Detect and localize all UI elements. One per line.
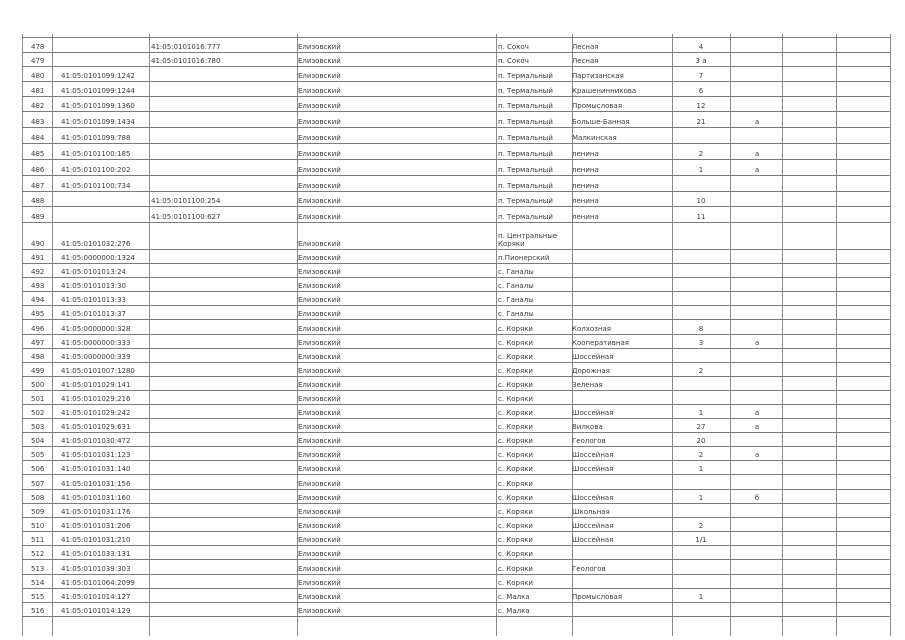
locality-cell: с. Коряки — [498, 381, 533, 389]
house-cell: 1/1 — [695, 536, 707, 544]
house-cell: 7 — [698, 72, 704, 80]
locality-cell: п. Термальный — [498, 134, 553, 142]
district-cell: Елизовский — [298, 381, 341, 389]
street-cell: Крашенинникова — [572, 87, 637, 95]
district-cell: Елизовский — [298, 395, 341, 403]
row-number: 486 — [31, 166, 45, 174]
row-number: 503 — [31, 423, 45, 431]
street-cell: Малкинская — [572, 134, 617, 142]
locality-cell: п. Центральные Коряки — [498, 232, 558, 248]
locality-cell: п. Термальный — [498, 102, 553, 110]
table-row — [22, 418, 890, 433]
table-row — [22, 81, 890, 97]
street-cell: Лесная — [572, 57, 599, 65]
street-cell: Шоссейная — [572, 522, 614, 530]
district-cell: Елизовский — [298, 536, 341, 544]
house-cell: 2 — [698, 367, 704, 375]
row-number: 489 — [31, 213, 45, 221]
cadastral-number: 41:05:0101007:1280 — [61, 367, 135, 375]
table-row — [22, 191, 890, 207]
cadastral-number: 41:05:0101032:276 — [61, 240, 131, 248]
locality-cell: с. Ганалы — [498, 296, 534, 304]
street-cell: Геологов — [572, 437, 606, 445]
table-row — [22, 376, 890, 391]
street-cell: ленина — [572, 166, 599, 174]
table-row — [22, 127, 890, 144]
district-cell: Елизовский — [298, 197, 341, 205]
row-number: 511 — [31, 536, 45, 544]
locality-cell: с. Коряки — [498, 565, 533, 573]
table-row — [22, 348, 890, 363]
cadastral-number: 41:05:0101029:242 — [61, 409, 131, 417]
district-cell: Елизовский — [298, 423, 341, 431]
street-cell: Геологов — [572, 565, 606, 573]
cadastral-number: 41:05:0101031:140 — [61, 465, 131, 473]
street-cell: Колхозная — [572, 325, 611, 333]
table-row — [22, 66, 890, 82]
row-number: 491 — [31, 254, 45, 262]
district-cell: Елизовский — [298, 268, 341, 276]
locality-cell: с. Коряки — [498, 579, 533, 587]
letter-cell: а — [754, 451, 760, 459]
district-cell: Елизовский — [298, 72, 341, 80]
cadastral-number: 41:05:0101013:24 — [61, 268, 126, 276]
table-row — [22, 432, 890, 447]
district-cell: Елизовский — [298, 254, 341, 262]
row-number: 515 — [31, 593, 45, 601]
locality-cell: с. Коряки — [498, 367, 533, 375]
cadastral-number: 41:05:0101014:127 — [61, 593, 131, 601]
row-number: 508 — [31, 494, 45, 502]
locality-cell: п. Термальный — [498, 118, 553, 126]
row-number: 493 — [31, 282, 45, 290]
table-row — [22, 159, 890, 176]
row-number: 516 — [31, 607, 45, 615]
house-cell: 10 — [696, 197, 706, 205]
table-row — [22, 263, 890, 278]
cadastral-number: 41:05:0000000:339 — [61, 353, 131, 361]
row-number: 487 — [31, 182, 45, 190]
table-row — [22, 531, 890, 546]
cadastral-number: 41:05:0101099:1242 — [61, 72, 135, 80]
locality-cell: п. Термальный — [498, 197, 553, 205]
street-cell: Промысловая — [572, 102, 623, 110]
street-cell: Больше-Банная — [572, 118, 630, 126]
table-row — [22, 206, 890, 223]
cadastral-number: 41:05:0101029:216 — [61, 395, 131, 403]
locality-cell: с. Коряки — [498, 465, 533, 473]
district-cell: Елизовский — [298, 522, 341, 530]
cadastral-number: 41:05:0101100:185 — [61, 150, 131, 158]
locality-cell: п. Термальный — [498, 87, 553, 95]
table-row — [22, 390, 890, 405]
district-cell: Елизовский — [298, 465, 341, 473]
street-cell: Школьная — [572, 508, 610, 516]
locality-cell: с. Коряки — [498, 550, 533, 558]
district-cell: Елизовский — [298, 353, 341, 361]
cadastral-number: 41:05:0101099:1244 — [61, 87, 135, 95]
letter-cell: а — [754, 118, 760, 126]
row-number: 490 — [31, 240, 45, 248]
letter-cell: а — [754, 166, 760, 174]
row-number: 483 — [31, 118, 45, 126]
row-number: 481 — [31, 87, 45, 95]
district-cell: Елизовский — [298, 240, 341, 248]
letter-cell: а — [754, 150, 760, 158]
district-cell: Елизовский — [298, 150, 341, 158]
table-row — [22, 249, 890, 264]
street-cell: Вилкова — [572, 423, 603, 431]
table-row — [22, 291, 890, 306]
cadastral-number: 41:05:0101099:1434 — [61, 118, 135, 126]
district-cell: Елизовский — [298, 451, 341, 459]
district-cell: Елизовский — [298, 325, 341, 333]
district-cell: Елизовский — [298, 367, 341, 375]
district-cell: Елизовский — [298, 296, 341, 304]
house-cell: 12 — [696, 102, 706, 110]
row-number: 496 — [31, 325, 45, 333]
street-cell: Шоссейная — [572, 536, 614, 544]
row-number: 494 — [31, 296, 45, 304]
cadastral-number: 41:05:0101014:129 — [61, 607, 131, 615]
locality-cell: с. Коряки — [498, 536, 533, 544]
table-row — [22, 489, 890, 504]
district-cell: Елизовский — [298, 565, 341, 573]
locality-cell: с. Коряки — [498, 409, 533, 417]
row-number: 479 — [31, 57, 45, 65]
locality-cell: с. Малка — [498, 607, 530, 615]
cadastral-number-alt: 41:05:0101100:254 — [151, 197, 221, 205]
street-cell: ленина — [572, 182, 599, 190]
locality-cell: п. Термальный — [498, 182, 553, 190]
cadastral-number: 41:05:0101013:37 — [61, 310, 126, 318]
row-number: 499 — [31, 367, 45, 375]
table-row — [22, 588, 890, 603]
cadastral-number: 41:05:0101031:210 — [61, 536, 131, 544]
cadastral-number: 41:05:0101031:156 — [61, 480, 131, 488]
row-number: 500 — [31, 381, 45, 389]
locality-cell: с. Коряки — [498, 395, 533, 403]
row-number: 505 — [31, 451, 45, 459]
cadastral-number: 41:05:0101100:734 — [61, 182, 131, 190]
row-number: 506 — [31, 465, 45, 473]
street-cell: Шоссейная — [572, 494, 614, 502]
cadastral-number: 41:05:0101099:788 — [61, 134, 131, 142]
street-cell: Партизанская — [572, 72, 624, 80]
cadastral-number: 41:05:0101064:2099 — [61, 579, 135, 587]
street-cell: Шоссейная — [572, 451, 614, 459]
house-cell: 6 — [698, 87, 704, 95]
district-cell: Елизовский — [298, 213, 341, 221]
table-row — [22, 446, 890, 461]
table-row — [22, 362, 890, 377]
row-number: 510 — [31, 522, 45, 530]
row-number: 478 — [31, 43, 45, 51]
cadastral-number: 41:05:0101033:131 — [61, 550, 131, 558]
house-cell: 2 — [698, 150, 704, 158]
street-cell: ленина — [572, 197, 599, 205]
row-number: 502 — [31, 409, 45, 417]
locality-cell: п. Термальный — [498, 166, 553, 174]
row-number: 480 — [31, 72, 45, 80]
table-row — [22, 111, 890, 128]
row-number: 497 — [31, 339, 45, 347]
locality-cell: с. Ганалы — [498, 282, 534, 290]
letter-cell: а — [754, 409, 760, 417]
district-cell: Елизовский — [298, 607, 341, 615]
district-cell: Елизовский — [298, 310, 341, 318]
district-cell: Елизовский — [298, 437, 341, 445]
row-number: 488 — [31, 197, 45, 205]
locality-cell: с. Ганалы — [498, 310, 534, 318]
locality-cell: п. Термальный — [498, 213, 553, 221]
district-cell: Елизовский — [298, 134, 341, 142]
cadastral-number: 41:05:0000000:328 — [61, 325, 131, 333]
table-row — [22, 334, 890, 349]
district-cell: Елизовский — [298, 480, 341, 488]
house-cell: 20 — [696, 437, 706, 445]
house-cell: 1 — [698, 166, 704, 174]
locality-cell: с. Коряки — [498, 353, 533, 361]
column-divider — [890, 34, 891, 636]
house-cell: 2 — [698, 522, 704, 530]
row-number: 498 — [31, 353, 45, 361]
street-cell: Шоссейная — [572, 409, 614, 417]
cadastral-number-alt: 41:05:0101016:777 — [151, 43, 221, 51]
district-cell: Елизовский — [298, 593, 341, 601]
street-cell: ленина — [572, 150, 599, 158]
cadastral-number: 41:05:0101100:202 — [61, 166, 131, 174]
district-cell: Елизовский — [298, 550, 341, 558]
table-row — [22, 503, 890, 518]
cadastral-number: 41:05:0101039:303 — [61, 565, 131, 573]
locality-cell: с. Коряки — [498, 423, 533, 431]
street-cell: Зеленая — [572, 381, 603, 389]
row-number: 512 — [31, 550, 45, 558]
district-cell: Елизовский — [298, 57, 341, 65]
house-cell: 21 — [696, 118, 706, 126]
locality-cell: с. Коряки — [498, 522, 533, 530]
cadastral-number: 41:05:0101031:123 — [61, 451, 131, 459]
row-number: 507 — [31, 480, 45, 488]
table-row — [22, 602, 890, 617]
cadastral-number: 41:05:0101030:472 — [61, 437, 131, 445]
cadastral-number: 41:05:0101029:631 — [61, 423, 131, 431]
district-cell: Елизовский — [298, 579, 341, 587]
cadastral-number: 41:05:0101029:141 — [61, 381, 131, 389]
locality-cell: с. Коряки — [498, 494, 533, 502]
district-cell: Елизовский — [298, 282, 341, 290]
row-number: 501 — [31, 395, 45, 403]
row-number: 492 — [31, 268, 45, 276]
district-cell: Елизовский — [298, 166, 341, 174]
district-cell: Елизовский — [298, 87, 341, 95]
district-cell: Елизовский — [298, 494, 341, 502]
house-cell: 1 — [698, 494, 704, 502]
row-number: 513 — [31, 565, 45, 573]
row-number: 509 — [31, 508, 45, 516]
house-cell: 3 а — [695, 57, 707, 65]
cadastral-number: 41:05:0101099:1360 — [61, 102, 135, 110]
street-cell: Промысловая — [572, 593, 623, 601]
locality-cell: п. Сокоч — [498, 57, 529, 65]
house-cell: 1 — [698, 593, 704, 601]
cadastral-number: 41:05:0101013:30 — [61, 282, 126, 290]
house-cell: 27 — [696, 423, 706, 431]
locality-cell: с. Коряки — [498, 339, 533, 347]
row-number: 514 — [31, 579, 45, 587]
letter-cell: а — [754, 423, 760, 431]
row-number: 484 — [31, 134, 45, 142]
district-cell: Елизовский — [298, 508, 341, 516]
street-cell: Кооперативная — [572, 339, 629, 347]
table-row — [22, 517, 890, 532]
district-cell: Елизовский — [298, 182, 341, 190]
table-row — [22, 222, 890, 250]
street-cell: Дорожная — [572, 367, 610, 375]
row-number: 482 — [31, 102, 45, 110]
locality-cell: п. Сокоч — [498, 43, 529, 51]
house-cell: 1 — [698, 465, 704, 473]
cadastral-number: 41:05:0101031:176 — [61, 508, 131, 516]
cadastral-number: 41:05:0101031:160 — [61, 494, 131, 502]
table-row — [22, 277, 890, 292]
row-number: 504 — [31, 437, 45, 445]
cadastral-number: 41:05:0000000:333 — [61, 339, 131, 347]
street-cell: Шоссейная — [572, 353, 614, 361]
table-row — [22, 574, 890, 589]
table-row — [22, 305, 890, 320]
street-cell: Шоссейная — [572, 465, 614, 473]
street-cell: ленина — [572, 213, 599, 221]
locality-cell: с. Коряки — [498, 451, 533, 459]
locality-cell: п. Термальный — [498, 150, 553, 158]
table-row — [22, 319, 890, 335]
house-cell: 11 — [696, 213, 706, 221]
locality-cell: с. Малка — [498, 593, 530, 601]
house-cell: 2 — [698, 451, 704, 459]
street-cell: Лесная — [572, 43, 599, 51]
table-row — [22, 559, 890, 575]
table-row — [22, 545, 890, 560]
table-row — [22, 474, 890, 490]
cadastral-number: 41:05:0000000:1324 — [61, 254, 135, 262]
cadastral-number-alt: 41:05:0101016:780 — [151, 57, 221, 65]
district-cell: Елизовский — [298, 409, 341, 417]
house-cell: 1 — [698, 409, 704, 417]
table-row — [22, 96, 890, 112]
locality-cell: с. Коряки — [498, 325, 533, 333]
locality-cell: с. Коряки — [498, 437, 533, 445]
district-cell: Елизовский — [298, 43, 341, 51]
cadastral-number: 41:05:0101013:33 — [61, 296, 126, 304]
locality-cell: с. Коряки — [498, 480, 533, 488]
cadastral-number: 41:05:0101031:206 — [61, 522, 131, 530]
locality-cell: п.Пионерский — [498, 254, 550, 262]
letter-cell: а — [754, 339, 760, 347]
letter-cell: б — [754, 494, 760, 502]
locality-cell: с. Коряки — [498, 508, 533, 516]
house-cell: 8 — [698, 325, 704, 333]
house-cell: 3 — [698, 339, 704, 347]
table-row — [22, 404, 890, 419]
table-row — [22, 51, 890, 67]
district-cell: Елизовский — [298, 102, 341, 110]
table-row — [22, 460, 890, 475]
house-cell: 4 — [698, 43, 704, 51]
district-cell: Елизовский — [298, 118, 341, 126]
row-number: 495 — [31, 310, 45, 318]
district-cell: Елизовский — [298, 339, 341, 347]
locality-cell: с. Ганалы — [498, 268, 534, 276]
table-row — [22, 143, 890, 160]
row-number: 485 — [31, 150, 45, 158]
locality-cell: п. Термальный — [498, 72, 553, 80]
cadastral-number-alt: 41:05:0101100:627 — [151, 213, 221, 221]
table-row — [22, 175, 890, 192]
